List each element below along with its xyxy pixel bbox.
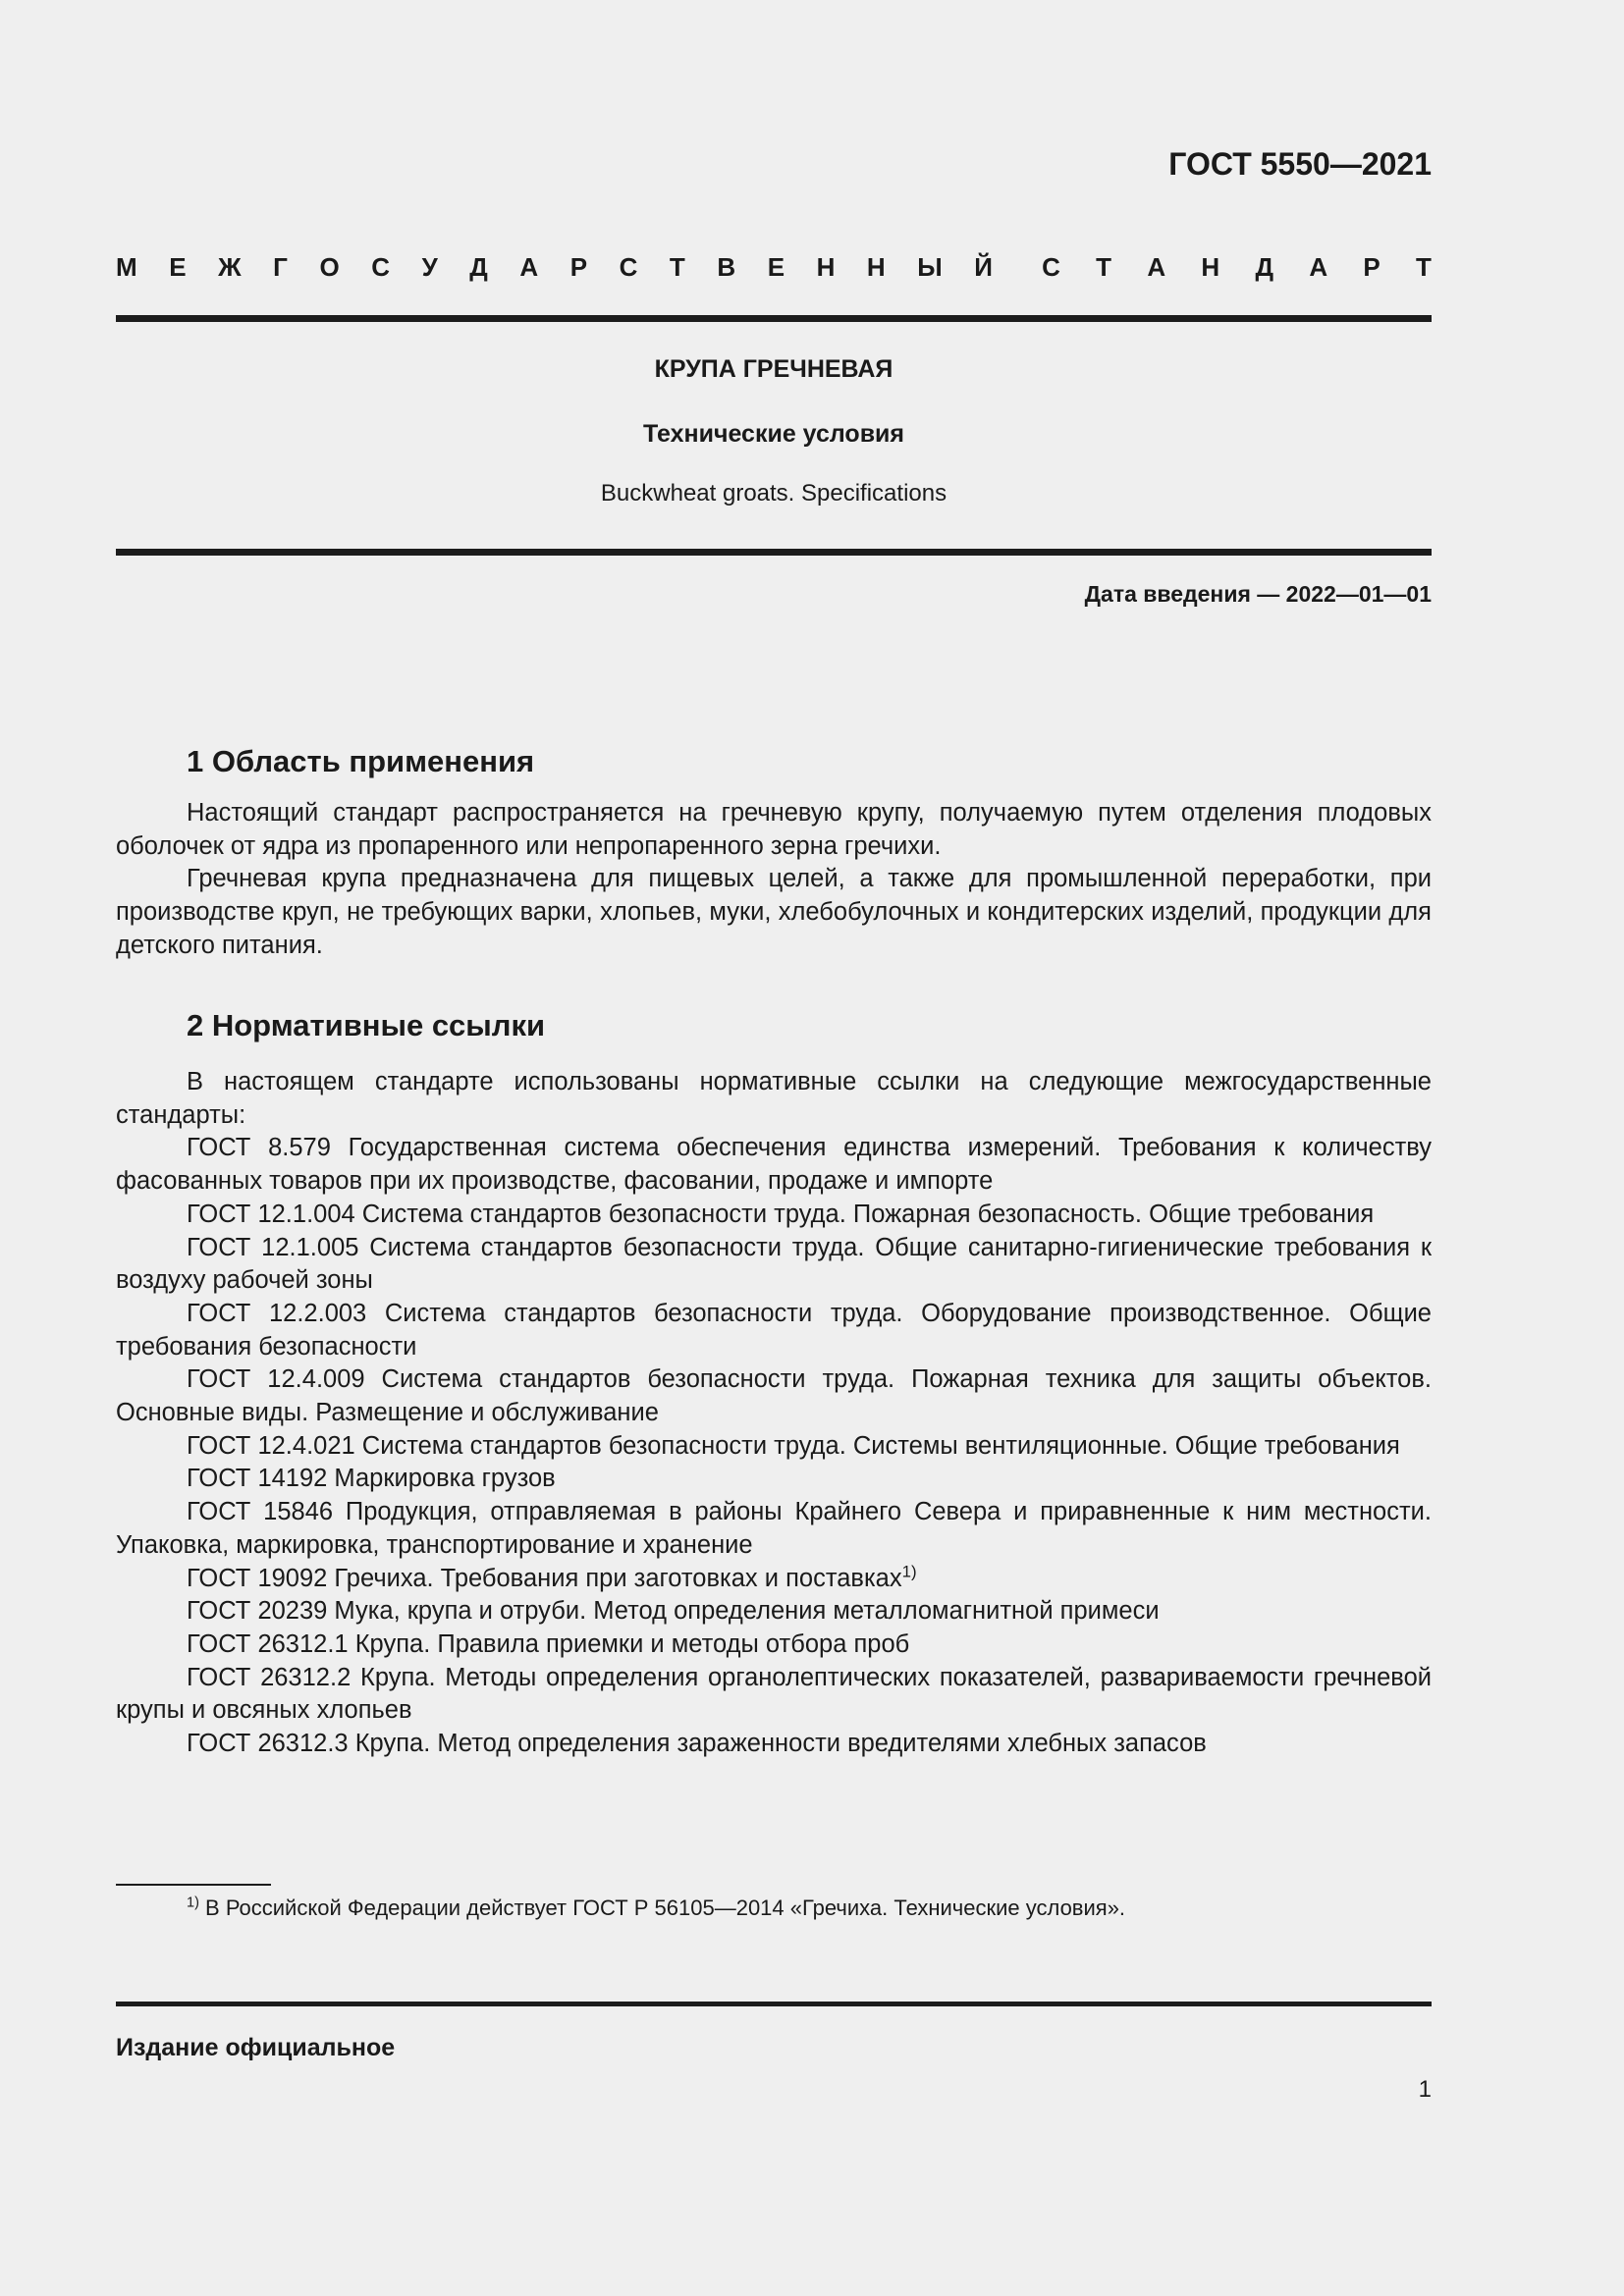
document-title: КРУПА ГРЕЧНЕВАЯ — [654, 355, 893, 383]
section-2-intro: В настоящем стандарте использованы нормативные ссылки на следующие межгосударственные стандарты: — [116, 1068, 1432, 1129]
footnote-separator — [116, 1884, 271, 1886]
section-2-heading: 2 Нормативные ссылки — [187, 1008, 546, 1042]
normative-reference: ГОСТ 12.4.021 Система стандартов безопасности труда. Системы вентиляционные. Общие требования — [187, 1431, 1400, 1460]
normative-reference: ГОСТ 15846 Продукция, отправляемая в районы Крайнего Севера и приравненные к ним местности. Упаковка, маркировка, транспортирование и хранение — [116, 1498, 1432, 1559]
normative-reference: ГОСТ 20239 Мука, крупа и отруби. Метод определения металломагнитной примеси — [187, 1597, 1160, 1626]
category-word-standard — [1042, 249, 1432, 285]
letter: У — [421, 252, 438, 282]
letter: Р — [1363, 252, 1380, 282]
letter: С — [619, 252, 638, 282]
normative-reference — [116, 1563, 1432, 1596]
letter: Н — [816, 252, 836, 282]
normative-reference: ГОСТ 12.4.009 Система стандартов безопасности труда. Пожарная техника для защиты объектов. Основные виды. Размещение и обслуживание — [116, 1365, 1432, 1427]
top-divider — [116, 315, 1432, 322]
letter: Т — [1416, 252, 1432, 282]
footer-divider — [116, 2002, 1432, 2006]
letter: Г — [273, 252, 288, 282]
letter: С — [1042, 252, 1060, 282]
letter: М — [116, 252, 137, 282]
letter: Р — [569, 252, 588, 282]
section-1-paragraph: Гречневая крупа предназначена для пищевых целей, а также для промышленной переработки, при производстве круп, не требующих варки, хлопьев, муки, хлебобулочных и кондитерских изделий, продукции для детского питания. — [116, 865, 1432, 959]
document-subtitle: Технические условия — [642, 420, 905, 448]
letter: А — [1309, 252, 1328, 282]
standard-category — [116, 249, 1432, 285]
section-1-heading: 1 Область применения — [187, 744, 535, 778]
standard-number: ГОСТ 5550—2021 — [1168, 146, 1432, 182]
document-page — [116, 0, 1432, 2296]
letter: Ы — [917, 252, 943, 282]
official-edition-label: Издание официальное — [116, 2034, 396, 2061]
letter: Ж — [218, 252, 242, 282]
normative-reference: ГОСТ 26312.1 Крупа. Правила приемки и методы отбора проб — [187, 1629, 910, 1658]
letter: В — [717, 252, 736, 282]
normative-reference: ГОСТ 12.1.005 Система стандартов безопасности труда. Общие санитарно-гигиенические требования к воздуху рабочей зоны — [116, 1233, 1432, 1295]
letter: Е — [767, 252, 785, 282]
normative-reference: ГОСТ 12.1.004 Система стандартов безопасности труда. Пожарная безопасность. Общие требования — [187, 1200, 1375, 1228]
section-2-body — [116, 1066, 1432, 1761]
letter: Д — [1255, 252, 1274, 282]
letter: А — [519, 252, 539, 282]
letter: Й — [974, 252, 993, 282]
reference-text: ГОСТ 19092 Гречиха. Требования при заготовках и поставках — [187, 1564, 902, 1592]
normative-reference: ГОСТ 8.579 Государственная система обеспечения единства измерений. Требования к количеству фасованных товаров при их производстве, фасовании, продаже и импорте — [116, 1134, 1432, 1196]
section-1-body — [116, 797, 1432, 963]
letter: Д — [469, 252, 488, 282]
letter: Н — [1201, 252, 1220, 282]
english-title: Buckwheat groats. Specifications — [600, 480, 947, 507]
letter: Т — [1096, 252, 1112, 282]
category-word-interstate — [116, 249, 993, 285]
page-number: 1 — [1418, 2076, 1432, 2103]
letter: Н — [866, 252, 886, 282]
normative-reference: ГОСТ 14192 Маркировка грузов — [187, 1465, 556, 1493]
normative-reference: ГОСТ 26312.3 Крупа. Метод определения зараженности вредителями хлебных запасов — [187, 1730, 1207, 1758]
footnote — [187, 1893, 1432, 1924]
footnote-number: 1) — [187, 1895, 199, 1911]
footnote-text: В Российской Федерации действует ГОСТ Р 56105—2014 «Гречиха. Технические условия». — [198, 1896, 1126, 1920]
letter: Е — [169, 252, 187, 282]
section-1-paragraph: Настоящий стандарт распространяется на гречневую крупу, получаемую путем отделения плодовых оболочек от ядра из пропаренного или непропаренного зерна гречихи. — [116, 799, 1432, 860]
introduction-date: Дата введения — 2022—01—01 — [1084, 581, 1432, 607]
normative-reference: ГОСТ 12.2.003 Система стандартов безопасности труда. Оборудование производственное. Общие требования безопасности — [116, 1299, 1432, 1361]
letter: Т — [669, 252, 685, 282]
letter: О — [319, 252, 340, 282]
letter: А — [1147, 252, 1166, 282]
normative-reference: ГОСТ 26312.2 Крупа. Методы определения органолептических показателей, развариваемости гречневой крупы и овсяных хлопьев — [116, 1663, 1432, 1725]
footnote-marker: 1) — [901, 1562, 917, 1581]
letter: С — [371, 252, 391, 282]
title-divider — [116, 549, 1432, 556]
